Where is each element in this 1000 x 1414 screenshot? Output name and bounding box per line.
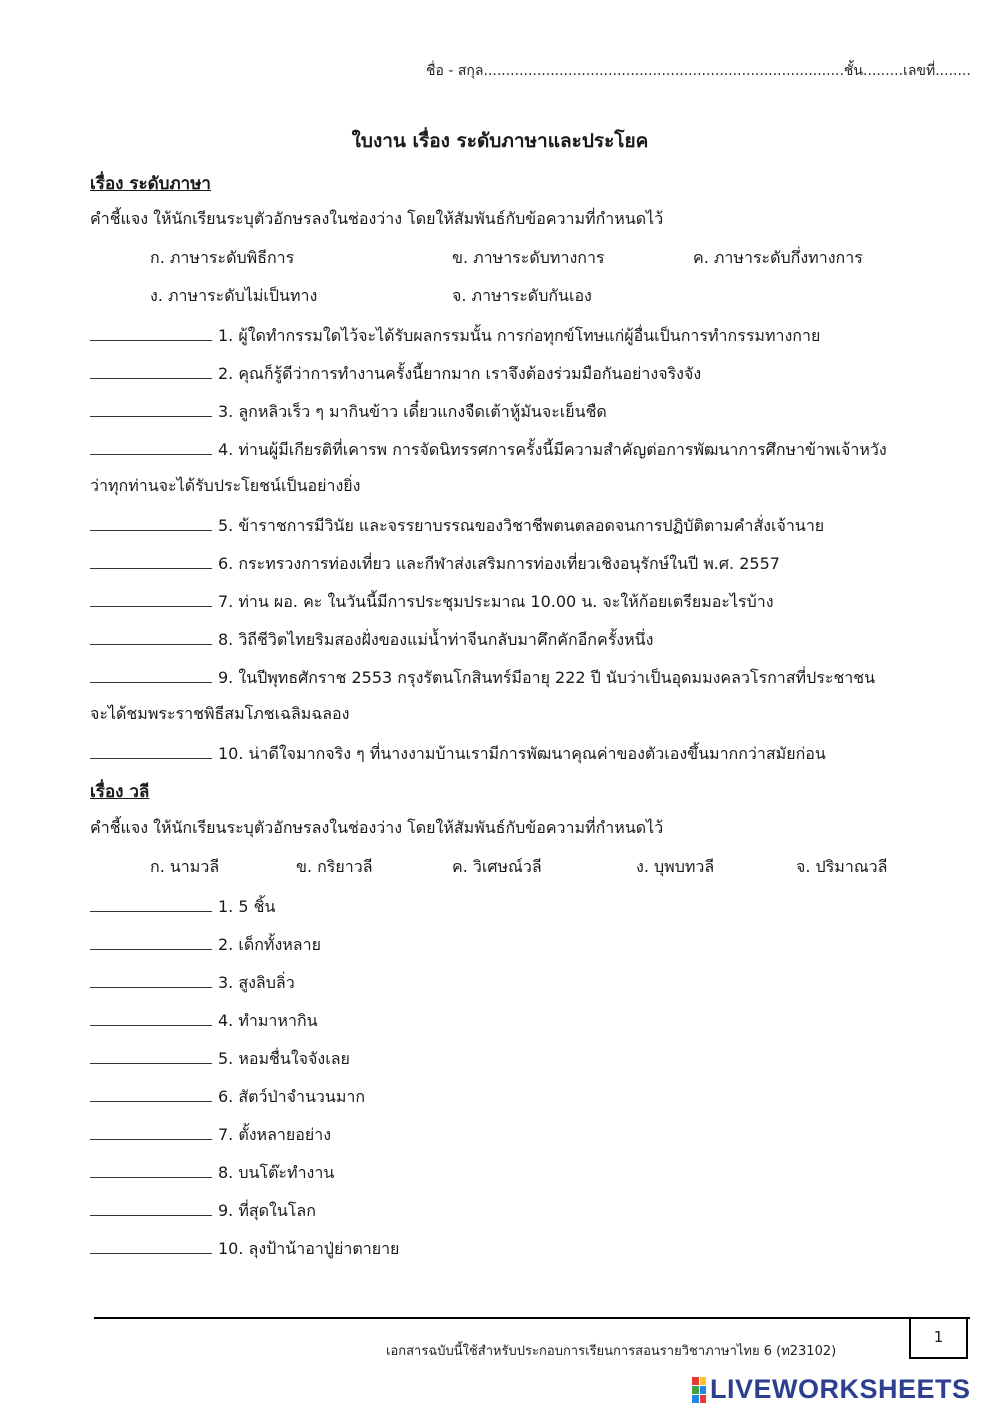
section-heading-phrase: เรื่อง วลี [90, 782, 150, 802]
answer-blank[interactable] [90, 664, 212, 683]
list-item: 10. น่าดีใจมากจริง ๆ ที่นางงามบ้านเรามีการพัฒนาคุณค่าของตัวเองขึ้นมากกว่าสมัยก่อน [90, 740, 826, 767]
logo-block-yellow [700, 1377, 707, 1385]
name-class-number-line: ชื่อ - สกุล.................................................................................ชั้น.........เลขที่........ [426, 63, 971, 79]
list-item: 10. ลุงป้าน้าอาปู่ย่าตายาย [90, 1235, 399, 1262]
list-item: 2. คุณก็รู้ดีว่าการทำงานครั้งนี้ยากมาก เราจึงต้องร่วมมือกันอย่างจริงจัง [90, 360, 701, 387]
list-item: 6. กระทรวงการท่องเที่ยว และกีฬาส่งเสริมการท่องเที่ยวเชิงอนุรักษ์ในปี พ.ศ. 2557 [90, 550, 780, 577]
list-item: 8. วิถีชีวิตไทยริมสองฝั่งของแม่น้ำท่าจีนกลับมาคึกคักอีกครั้งหนึ่ง [90, 626, 653, 653]
answer-blank[interactable] [90, 1197, 212, 1216]
answer-blank[interactable] [90, 931, 212, 950]
option-noun-phrase: ก. นามวลี [150, 857, 220, 876]
liveworksheets-logo-icon [692, 1377, 706, 1403]
liveworksheets-logo [692, 1374, 971, 1405]
footer-note: เอกสารฉบับนี้ใช้สำหรับประกอบการเรียนการสอนรายวิชาภาษาไทย 6 (ท23102) [386, 1344, 837, 1359]
option-quantity-phrase: จ. ปริมาณวลี [796, 857, 888, 876]
list-item: 7. ท่าน ผอ. คะ ในวันนี้มีการประชุมประมาณ 10.00 น. จะให้ก้อยเตรียมอะไรบ้าง [90, 588, 774, 615]
worksheet-title: ใบงาน เรื่อง ระดับภาษาและประโยค [351, 130, 649, 152]
answer-blank[interactable] [90, 1007, 212, 1026]
answer-blank[interactable] [90, 969, 212, 988]
list-item: 4. ท่านผู้มีเกียรติที่เคารพ การจัดนิทรรศการครั้งนี้มีความสำคัญต่อการพัฒนาการศึกษาข้าพเจ้าหวัง [90, 436, 887, 463]
answer-blank[interactable] [90, 893, 212, 912]
list-item: 2. เด็กทั้งหลาย [90, 931, 321, 958]
liveworksheets-logo-text: LIVEWORKSHEETS [710, 1374, 971, 1404]
option-preposition-phrase: ง. บุพบทวลี [636, 857, 715, 876]
list-item: 5. ข้าราชการมีวินัย และจรรยาบรรณของวิชาชีพตนตลอดจนการปฏิบัติตามคำสั่งเจ้านาย [90, 512, 824, 539]
list-item-continuation: จะได้ชมพระราชพิธีสมโภชเฉลิมฉลอง [90, 704, 350, 723]
list-item: 9. ในปีพุทธศักราช 2553 กรุงรัตนโกสินทร์มีอายุ 222 ปี นับว่าเป็นอุดมมงคลวโรกาสที่ประชาชน [90, 664, 875, 691]
answer-blank[interactable] [90, 626, 212, 645]
list-item: 3. ลูกหลิวเร็ว ๆ มากินข้าว เดี๋ยวแกงจืดเต้าหู้มันจะเย็นชืด [90, 398, 607, 425]
page-number: 1 [933, 1328, 944, 1346]
list-item: 3. สูงลิบลิ่ว [90, 969, 295, 996]
list-item: 5. หอมชื่นใจจังเลย [90, 1045, 350, 1072]
logo-block-blue-2 [692, 1395, 699, 1403]
page-number-box [909, 1317, 968, 1359]
list-item: 7. ตั้งหลายอย่าง [90, 1121, 331, 1148]
footer-divider [94, 1317, 970, 1319]
answer-blank[interactable] [90, 1159, 212, 1178]
answer-blank[interactable] [90, 1121, 212, 1140]
option-verb-phrase: ข. กริยาวลี [296, 857, 373, 876]
logo-block-green [692, 1386, 699, 1394]
answer-blank[interactable] [90, 322, 212, 341]
option-kho-khwai: ค. ภาษาระดับกึ่งทางการ [693, 248, 863, 267]
list-item: 9. ที่สุดในโลก [90, 1197, 316, 1224]
answer-blank[interactable] [90, 512, 212, 531]
answer-blank[interactable] [90, 1045, 212, 1064]
section-heading-language-level: เรื่อง ระดับภาษา [90, 174, 211, 194]
list-item: 1. ผู้ใดทำกรรมใดไว้จะได้รับผลกรรมนั้น การก่อทุกข์โทษแก่ผู้อื่นเป็นการทำกรรมทางกาย [90, 322, 820, 349]
answer-blank[interactable] [90, 740, 212, 759]
list-item: 4. ทำมาหากิน [90, 1007, 318, 1034]
option-cho: จ. ภาษาระดับกันเอง [452, 286, 592, 305]
answer-blank[interactable] [90, 360, 212, 379]
section1-instruction: คำชี้แจง ให้นักเรียนระบุตัวอักษรลงในช่องว่าง โดยให้สัมพันธ์กับข้อความที่กำหนดไว้ [90, 209, 664, 228]
option-ngo: ง. ภาษาระดับไม่เป็นทาง [150, 286, 318, 305]
logo-block-blue [700, 1386, 707, 1394]
logo-block-red-2 [700, 1395, 707, 1403]
answer-blank[interactable] [90, 1235, 212, 1254]
option-ko: ก. ภาษาระดับพิธีการ [150, 248, 295, 267]
logo-block-red [692, 1377, 699, 1385]
list-item-continuation: ว่าทุกท่านจะได้รับประโยชน์เป็นอย่างยิ่ง [90, 476, 361, 495]
option-kho: ข. ภาษาระดับทางการ [452, 248, 605, 267]
list-item: 8. บนโต๊ะทำงาน [90, 1159, 334, 1186]
answer-blank[interactable] [90, 1083, 212, 1102]
answer-blank[interactable] [90, 436, 212, 455]
answer-blank[interactable] [90, 588, 212, 607]
section2-instruction: คำชี้แจง ให้นักเรียนระบุตัวอักษรลงในช่องว่าง โดยให้สัมพันธ์กับข้อความที่กำหนดไว้ [90, 818, 664, 837]
option-adverb-phrase: ค. วิเศษณ์วลี [452, 857, 542, 876]
list-item: 6. สัตว์ป่าจำนวนมาก [90, 1083, 365, 1110]
answer-blank[interactable] [90, 398, 212, 417]
list-item: 1. 5 ชิ้น [90, 893, 275, 920]
answer-blank[interactable] [90, 550, 212, 569]
